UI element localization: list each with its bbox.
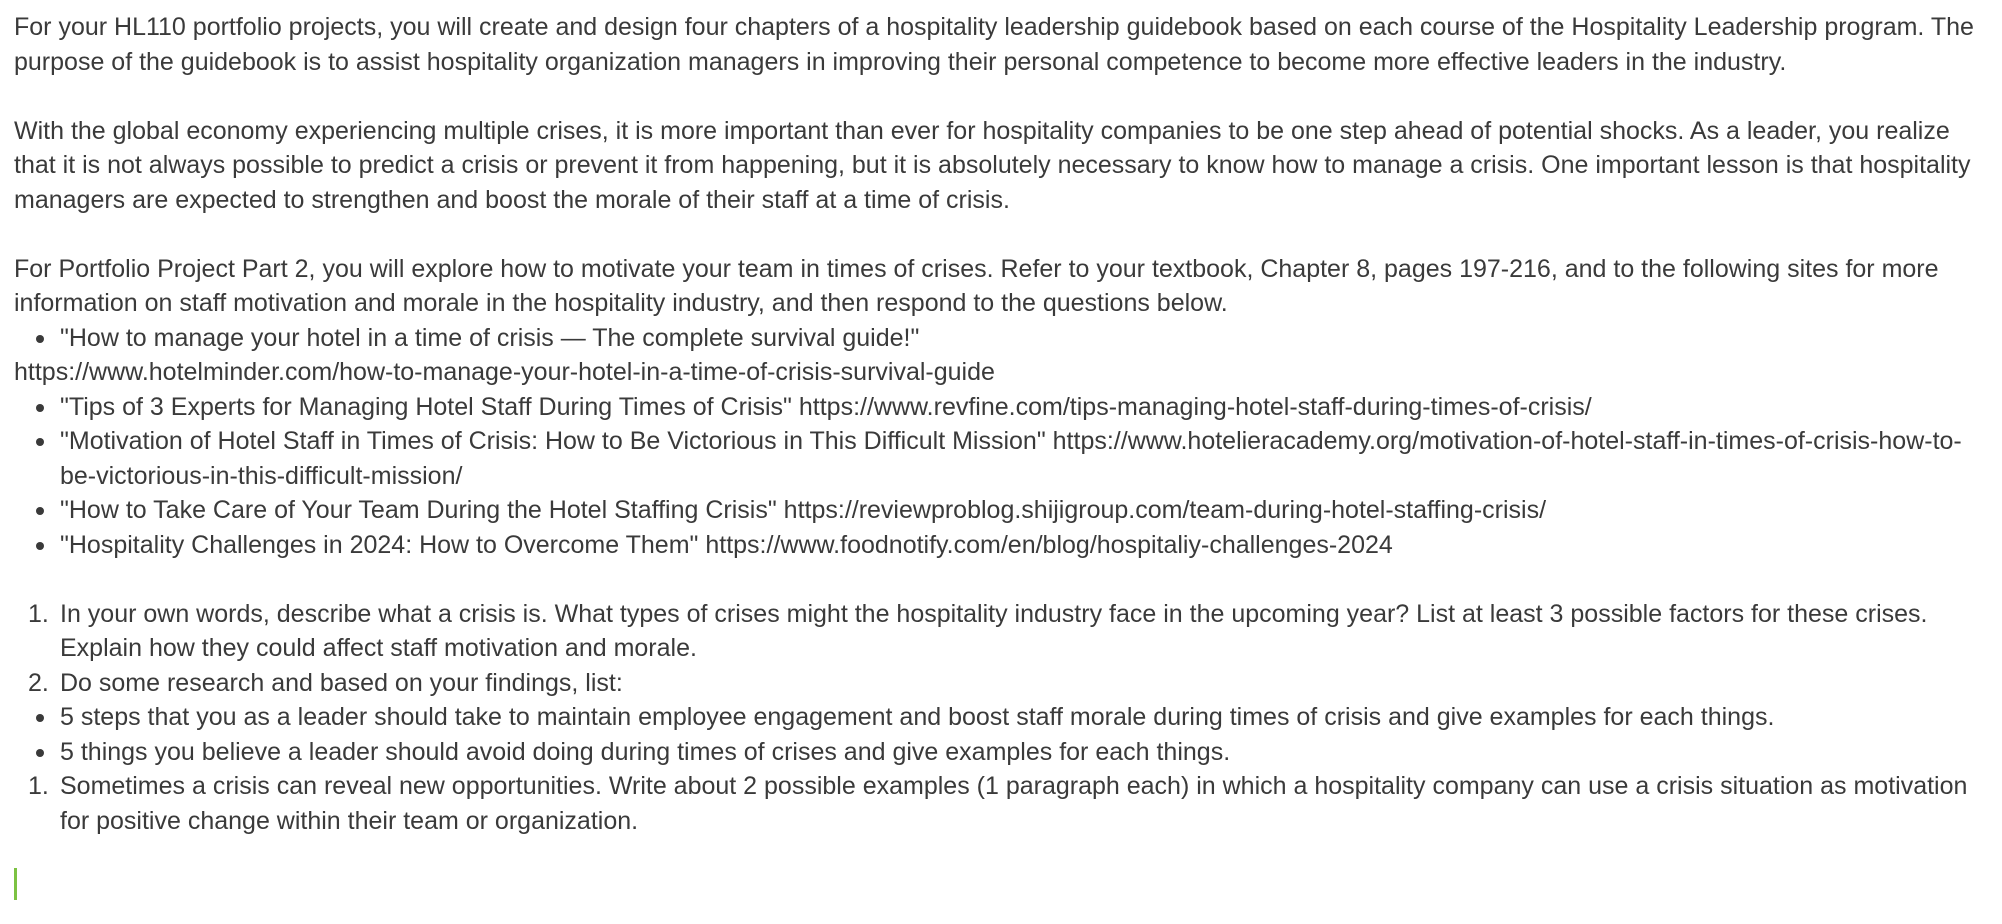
context-paragraph: With the global economy experiencing multiple crises, it is more important than ever for hospitality companies to be one step ahead of potential shocks. As a leader, you realize that it is not always possible to predict a crisis or prevent it from happening, but it is absolutely necessary to know how to manage a crisis. One important lesson is that hospitality managers are expected to strengthen and boost the morale of their staff at a time of crisis. bbox=[14, 116, 1971, 214]
resource-text[interactable]: "Hospitality Challenges in 2024: How to Overcome Them" https://www.foodnotify.com/en/blog/hospitaliy-challenges-2024 bbox=[60, 530, 1393, 559]
resource-item bbox=[14, 321, 1988, 356]
document-body[interactable] bbox=[14, 10, 1988, 838]
question-3 bbox=[14, 769, 1988, 838]
blank-line bbox=[14, 562, 1988, 597]
question-list bbox=[14, 597, 1988, 701]
subitem-text: 5 things you believe a leader should avoid doing during times of crises and give examples for each things. bbox=[60, 737, 1231, 766]
resource-list-first bbox=[14, 321, 1988, 356]
resource-text[interactable]: "Tips of 3 Experts for Managing Hotel Staff During Times of Crisis" https://www.revfine.com/tips-managing-hotel-staff-during-times-of-crisis/ bbox=[60, 392, 1592, 421]
resource-title: "How to manage your hotel in a time of crisis — The complete survival guide!" bbox=[60, 323, 920, 352]
question-text: Sometimes a crisis can reveal new opportunities. Write about 2 possible examples (1 paragraph each) in which a hospitality company can use a crisis situation as motivation for positive change within their team or organization. bbox=[60, 772, 1968, 835]
resource-url[interactable]: https://www.hotelminder.com/how-to-manage-your-hotel-in-a-time-of-crisis-survival-guide bbox=[14, 358, 995, 386]
resource-item bbox=[14, 390, 1988, 425]
subitem bbox=[14, 700, 1988, 735]
question-2-subitems bbox=[14, 700, 1988, 769]
question-text: Do some research and based on your findings, list: bbox=[60, 668, 623, 697]
resource-list bbox=[14, 390, 1988, 563]
resource-text[interactable]: "Motivation of Hotel Staff in Times of Crisis: How to Be Victorious in This Difficult Mission" https://www.hotelieracademy.org/motivation-of-hotel-staff-in-times-of-crisis-how-to-be-victorious-in-this-difficult-mission/ bbox=[60, 427, 1962, 490]
question-text: In your own words, describe what a crisis is. What types of crises might the hospitality industry face in the upcoming year? List at least 3 possible factors for these crises. Explain how they could affect staff motivation and morale. bbox=[60, 599, 1928, 662]
subitem bbox=[14, 735, 1988, 770]
resource-text[interactable]: "How to Take Care of Your Team During the Hotel Staffing Crisis" https://reviewproblog.shijigroup.com/team-during-hotel-staffing-crisis/ bbox=[60, 496, 1547, 524]
assignment-paragraph: For Portfolio Project Part 2, you will explore how to motivate your team in times of crises. Refer to your textbook, Chapter 8, pages 197-216, and to the following sites for more information on staff motivation and morale in the hospitality industry, and then respond to the questions below. bbox=[14, 254, 1939, 317]
question-2 bbox=[14, 666, 1988, 701]
text-cursor bbox=[14, 868, 17, 900]
intro-paragraph: For your HL110 portfolio projects, you will create and design four chapters of a hospitality leadership guidebook based on each course of the Hospitality Leadership program. The purpose of the guidebook is to assist hospitality organization managers in improving their personal competence to become more effective leaders in the industry. bbox=[14, 13, 1974, 76]
question-number: 1. bbox=[28, 599, 49, 628]
question-number: 2. bbox=[28, 668, 49, 697]
subitem-text: 5 steps that you as a leader should take to maintain employee engagement and boost staff morale during times of crisis and give examples for each things. bbox=[60, 703, 1775, 731]
question-1 bbox=[14, 597, 1988, 666]
question-list-continued bbox=[14, 769, 1988, 838]
resource-item bbox=[14, 528, 1988, 563]
resource-item bbox=[14, 424, 1988, 493]
resource-item bbox=[14, 493, 1988, 528]
question-number: 1. bbox=[28, 772, 49, 800]
